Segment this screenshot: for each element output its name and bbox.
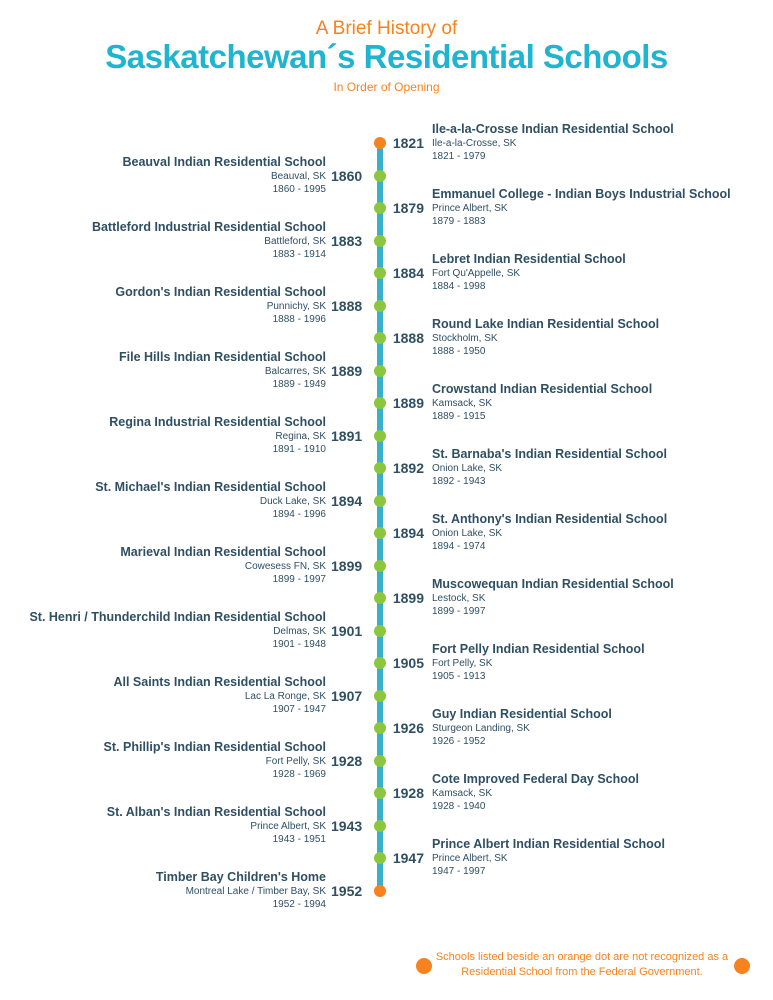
school-entry	[115, 285, 326, 326]
school-entry	[104, 740, 326, 781]
school-entry	[107, 805, 326, 846]
school-location: Sturgeon Landing, SK	[432, 723, 530, 734]
timeline-year: 1821	[392, 135, 424, 151]
school-location: Prince Albert, SK	[250, 821, 326, 832]
timeline-year: 1888	[331, 298, 363, 314]
school-years: 1889 - 1949	[272, 379, 326, 390]
school-entry	[432, 122, 674, 163]
school-location: Kamsack, SK	[432, 398, 493, 409]
timeline-year: 1891	[331, 428, 363, 444]
school-entry	[432, 707, 612, 748]
timeline-year: 1888	[392, 330, 424, 346]
school-entry	[92, 220, 326, 261]
school-name: St. Anthony's Indian Residential School	[432, 512, 668, 526]
green-dot-icon	[374, 820, 386, 832]
school-location: Stockholm, SK	[432, 333, 498, 344]
school-name: Timber Bay Children's Home	[155, 870, 326, 884]
timeline-year: 1884	[392, 265, 424, 281]
school-name: Ile-a-la-Crosse Indian Residential School	[432, 122, 674, 136]
school-name: St. Phillip's Indian Residential School	[103, 740, 326, 754]
orange-dot-icon	[374, 137, 386, 149]
school-location: Fort Qu'Appelle, SK	[432, 268, 521, 279]
timeline-year: 1899	[331, 558, 363, 574]
school-entry	[432, 187, 731, 228]
school-entry	[432, 837, 665, 878]
orange-dot-icon	[416, 958, 432, 974]
school-years: 1907 - 1947	[272, 704, 326, 715]
school-name: Cote Improved Federal Day School	[432, 772, 639, 786]
school-entry	[432, 252, 626, 293]
school-name: Marieval Indian Residential School	[120, 545, 326, 559]
page-title: Saskatchewan´s Residential Schools	[105, 38, 668, 75]
green-dot-icon	[374, 300, 386, 312]
school-years: 1888 - 1996	[272, 314, 326, 325]
school-name: Guy Indian Residential School	[432, 707, 612, 721]
school-location: Ile-a-la-Crosse, SK	[432, 138, 517, 149]
green-dot-icon	[374, 332, 386, 344]
school-name: St. Alban's Indian Residential School	[106, 805, 326, 819]
school-years: 1891 - 1910	[272, 444, 326, 455]
school-entry	[432, 512, 667, 553]
school-location: Fort Pelly, SK	[265, 756, 326, 767]
timeline-year: 1952	[331, 883, 363, 899]
green-dot-icon	[374, 267, 386, 279]
school-name: Fort Pelly Indian Residential School	[432, 642, 645, 656]
school-name: Prince Albert Indian Residential School	[432, 837, 665, 851]
school-years: 1943 - 1951	[272, 834, 326, 845]
green-dot-icon	[374, 755, 386, 767]
school-location: Fort Pelly, SK	[432, 658, 493, 669]
school-name: Gordon's Indian Residential School	[115, 285, 326, 299]
school-entry	[432, 317, 659, 358]
school-years: 1879 - 1883	[432, 216, 486, 227]
timeline-year: 1860	[331, 168, 363, 184]
school-location: Kamsack, SK	[432, 788, 493, 799]
green-dot-icon	[374, 365, 386, 377]
school-name: File Hills Indian Residential School	[119, 350, 326, 364]
school-name: Regina Industrial Residential School	[109, 415, 326, 429]
school-years: 1928 - 1940	[432, 801, 486, 812]
timeline-year: 1907	[331, 688, 363, 704]
green-dot-icon	[374, 397, 386, 409]
green-dot-icon	[374, 657, 386, 669]
school-years: 1899 - 1997	[272, 574, 326, 585]
school-years: 1894 - 1996	[272, 509, 326, 520]
school-years: 1928 - 1969	[272, 769, 326, 780]
school-name: St. Michael's Indian Residential School	[95, 480, 326, 494]
school-name: St. Barnaba's Indian Residential School	[432, 447, 667, 461]
school-years: 1952 - 1994	[272, 899, 326, 910]
timeline-year: 1928	[392, 785, 424, 801]
school-location: Prince Albert, SK	[432, 853, 508, 864]
green-dot-icon	[374, 787, 386, 799]
school-years: 1947 - 1997	[432, 866, 486, 877]
timeline-year: 1926	[392, 720, 424, 736]
school-name: St. Henri / Thunderchild Indian Residential School	[29, 610, 326, 624]
school-years: 1884 - 1998	[432, 281, 486, 292]
green-dot-icon	[374, 592, 386, 604]
school-entry	[29, 610, 326, 651]
school-entry	[432, 447, 667, 488]
green-dot-icon	[374, 722, 386, 734]
school-location: Onion Lake, SK	[432, 463, 503, 474]
timeline-year: 1889	[392, 395, 424, 411]
school-years: 1899 - 1997	[432, 606, 486, 617]
timeline-line	[377, 141, 383, 886]
green-dot-icon	[374, 495, 386, 507]
school-location: Balcarres, SK	[264, 366, 326, 377]
school-location: Montreal Lake / Timber Bay, SK	[185, 886, 326, 897]
green-dot-icon	[374, 625, 386, 637]
timeline-year: 1905	[392, 655, 424, 671]
timeline-year: 1947	[392, 850, 424, 866]
school-years: 1883 - 1914	[272, 249, 326, 260]
school-location: Cowesess FN, SK	[244, 561, 326, 572]
green-dot-icon	[374, 527, 386, 539]
timeline-year: 1879	[392, 200, 424, 216]
school-entry	[95, 480, 326, 521]
school-years: 1905 - 1913	[432, 671, 486, 682]
school-entry	[156, 870, 326, 911]
school-name: Battleford Industrial Residential School	[91, 220, 326, 234]
school-location: Lestock, SK	[432, 593, 486, 604]
school-years: 1892 - 1943	[432, 476, 486, 487]
green-dot-icon	[374, 560, 386, 572]
school-years: 1888 - 1950	[432, 346, 486, 357]
school-entry	[432, 772, 639, 813]
school-years: 1889 - 1915	[432, 411, 486, 422]
school-name: Muscowequan Indian Residential School	[432, 577, 674, 591]
timeline-year: 1892	[392, 460, 424, 476]
green-dot-icon	[374, 430, 386, 442]
school-entry	[113, 675, 326, 716]
timeline-year: 1928	[331, 753, 363, 769]
school-location: Delmas, SK	[273, 626, 326, 637]
green-dot-icon	[374, 202, 386, 214]
school-location: Lac La Ronge, SK	[244, 691, 326, 702]
school-name: Round Lake Indian Residential School	[432, 317, 660, 331]
school-entry	[432, 577, 674, 618]
school-name: Crowstand Indian Residential School	[432, 382, 653, 396]
timeline-year: 1889	[331, 363, 363, 379]
timeline-year: 1901	[331, 623, 363, 639]
school-entry	[109, 415, 326, 456]
timeline-year: 1894	[392, 525, 424, 541]
school-name: Emmanuel College - Indian Boys Industrial School	[432, 187, 731, 201]
timeline-year: 1883	[331, 233, 363, 249]
green-dot-icon	[374, 462, 386, 474]
school-name: Lebret Indian Residential School	[432, 252, 626, 266]
school-years: 1894 - 1974	[432, 541, 486, 552]
pre-title: A Brief History of	[315, 18, 458, 39]
footnote: Schools listed beside an orange dot are not recognized as a Residential School from the Federal Government.	[435, 951, 729, 978]
green-dot-icon	[374, 690, 386, 702]
school-years: 1821 - 1979	[432, 151, 486, 162]
subtitle: In Order of Opening	[333, 80, 440, 94]
school-name: All Saints Indian Residential School	[113, 675, 326, 689]
school-name: Beauval Indian Residential School	[122, 155, 326, 169]
school-years: 1860 - 1995	[272, 184, 326, 195]
school-location: Battleford, SK	[264, 236, 326, 247]
green-dot-icon	[374, 235, 386, 247]
school-years: 1926 - 1952	[432, 736, 486, 747]
green-dot-icon	[374, 852, 386, 864]
green-dot-icon	[374, 170, 386, 182]
school-location: Beauval, SK	[270, 171, 326, 182]
school-location: Punnichy, SK	[266, 301, 326, 312]
school-entry	[432, 642, 645, 683]
school-location: Onion Lake, SK	[432, 528, 503, 539]
school-entry	[119, 350, 326, 391]
orange-dot-icon	[374, 885, 386, 897]
school-years: 1901 - 1948	[272, 639, 326, 650]
school-entry	[120, 545, 326, 586]
school-entry	[432, 382, 652, 423]
timeline-year: 1943	[331, 818, 363, 834]
timeline-year: 1899	[392, 590, 424, 606]
school-location: Prince Albert, SK	[432, 203, 508, 214]
orange-dot-icon	[734, 958, 750, 974]
school-location: Regina, SK	[275, 431, 326, 442]
school-location: Duck Lake, SK	[259, 496, 326, 507]
school-entry	[122, 155, 326, 196]
timeline-year: 1894	[331, 493, 363, 509]
